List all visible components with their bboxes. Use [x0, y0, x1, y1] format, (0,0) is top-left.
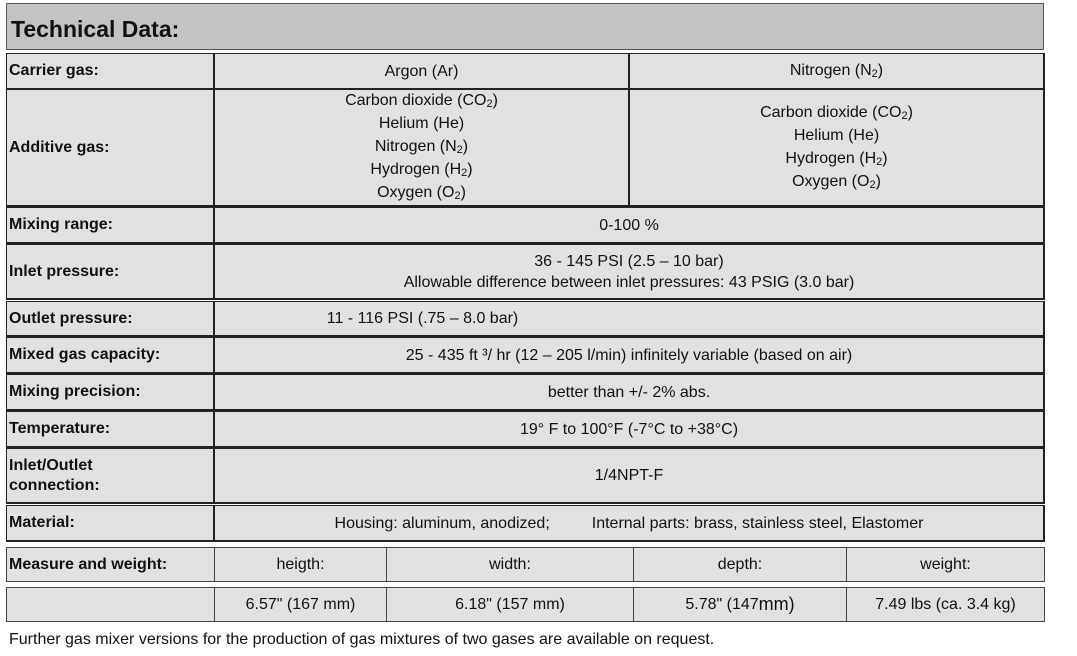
additive-argon-list: [215, 90, 630, 205]
row-inlet-pressure: [6, 244, 1045, 300]
precision-value: better than +/- 2% abs.: [547, 383, 711, 401]
measure-label: Measure and weight:: [7, 548, 215, 581]
additive-gas-item: Nitrogen $(N_2)$: [374, 138, 469, 156]
carrier-gas-label: Carrier gas:: [7, 54, 215, 88]
footnote: Further gas mixer versions for the production of gas mixtures of two gases are available on request.: [9, 631, 715, 648]
additive-gas-item: Helium (He): [378, 115, 465, 132]
inlet-pressure-label: Inlet pressure:: [7, 245, 215, 298]
width-value: 6.18" (157 mm): [387, 588, 634, 621]
measure-header-row: [6, 547, 1045, 582]
measure-values-row: [6, 587, 1045, 622]
additive-gas-item: Helium (He): [793, 126, 880, 144]
additive-gas-item: Carbon dioxide $(CO_2)$: [760, 103, 913, 122]
row-temperature: [6, 411, 1045, 448]
additive-gas-item: Oxygen $(O_2)$: [377, 184, 466, 202]
precision-label: Mixing precision:: [7, 375, 215, 409]
weight-header: weight:: [920, 555, 971, 573]
measure-empty-cell: [7, 588, 215, 621]
material-value: [215, 506, 1043, 540]
section-title: Technical Data:: [6, 3, 1044, 50]
connection-value: 1/4NPT-F: [594, 467, 664, 484]
width-header: width:: [387, 548, 634, 581]
depth-value: 5.78" (147 mm): [634, 588, 847, 621]
capacity-label: Mixed gas capacity:: [7, 338, 215, 372]
mixing-range-label: Mixing range:: [7, 208, 215, 242]
capacity-value: 25 - 435 ft ³/ hr (12 – 205 l/min) infinitely variable (based on air): [405, 346, 853, 364]
row-material: [6, 505, 1045, 542]
additive-gas-label: Additive gas:: [7, 90, 215, 205]
outlet-pressure-value: 11 - 116 PSI (.75 – 8.0 bar): [326, 310, 519, 327]
row-carrier-gas: [6, 53, 1045, 90]
material-label: Material:: [7, 506, 215, 540]
additive-gas-item: Hydrogen $(H_2)$: [370, 161, 473, 179]
outlet-pressure-label: Outlet pressure:: [7, 302, 215, 335]
inlet-pressure-value: [215, 245, 1043, 298]
carrier-argon-text: Argon (Ar): [384, 62, 459, 80]
inlet-pressure-range: 36 - 145 PSI (2.5 – 10 bar): [534, 252, 724, 270]
row-mixed-gas-capacity: [6, 337, 1045, 374]
additive-gas-item: Hydrogen $(H_2)$: [785, 149, 888, 168]
additive-gas-item: Carbon dioxide $(CO_2)$: [345, 92, 498, 110]
connection-label-line1: Inlet/Outlet: [9, 456, 93, 474]
row-connection: [6, 448, 1045, 504]
additive-nitrogen-list: [630, 90, 1043, 205]
row-outlet-pressure: [6, 301, 1045, 337]
carrier-nitrogen-text: Nitrogen $(N_2)$: [789, 61, 884, 80]
row-additive-gas: [6, 89, 1045, 207]
carrier-argon: [215, 54, 630, 88]
row-mixing-range: [6, 207, 1045, 244]
inlet-pressure-difference: Allowable difference between inlet pressures: 43 PSIG (3.0 bar): [403, 273, 855, 291]
material-internal: Internal parts: brass, stainless steel, Elastomer: [591, 514, 924, 532]
temperature-label: Temperature:: [7, 412, 215, 446]
mixing-range-value: 0-100 %: [599, 216, 659, 234]
depth-header: depth:: [634, 548, 847, 581]
connection-label: [7, 449, 215, 502]
connection-label-line2: connection:: [9, 476, 100, 494]
additive-gas-item: Oxygen $(O_2)$: [792, 172, 881, 191]
material-housing: Housing: aluminum, anodized;: [334, 514, 550, 532]
row-mixing-precision: [6, 374, 1045, 411]
height-header: heigth:: [215, 548, 387, 581]
temperature-value: 19° F to 100°F (-7°C to +38°C): [519, 420, 739, 438]
height-value: 6.57" (167 mm): [215, 588, 387, 621]
weight-value: 7.49 lbs (ca. 3.4 kg): [875, 595, 1016, 613]
carrier-nitrogen: [630, 54, 1043, 88]
